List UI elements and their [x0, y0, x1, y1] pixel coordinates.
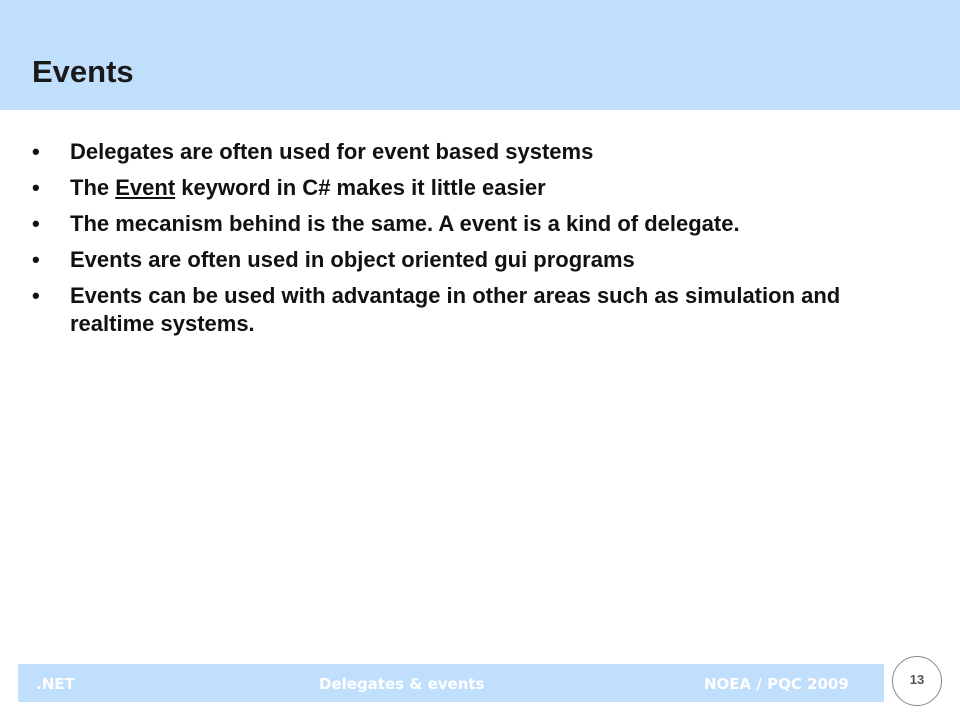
bullet-list — [32, 138, 912, 346]
bullet-item-mechanism — [32, 210, 912, 238]
bullet-text: Events can be used with advantage in other areas such as simulation and realtime systems. — [70, 283, 841, 336]
title-band — [0, 0, 960, 110]
bullet-text-before: The — [70, 175, 116, 200]
bullet-text: Events are often used in object oriented gui programs — [70, 247, 635, 272]
bullet-text-after: keyword in C# makes it little easier — [175, 175, 546, 200]
page-number-badge — [892, 656, 942, 706]
footer-author: NOEA / PQC 2009 — [704, 675, 849, 693]
bullet-marker: • — [32, 211, 40, 236]
footer-topic: Delegates & events — [319, 675, 485, 693]
bullet-marker: • — [32, 139, 40, 164]
bullet-text: The mecanism behind is the same. A event is a kind of delegate. — [70, 211, 740, 236]
bullet-marker: • — [32, 247, 40, 272]
bullet-item-event-keyword — [32, 174, 912, 202]
bullet-marker: • — [32, 175, 40, 200]
footer-course: .NET — [36, 675, 75, 693]
event-keyword-link[interactable]: Event — [115, 175, 176, 200]
slide-title: Events — [32, 54, 134, 89]
bullet-text: Delegates are often used for event based systems — [70, 139, 594, 164]
bullet-item-simulation — [32, 282, 912, 338]
bullet-marker: • — [32, 283, 40, 308]
bullet-item-delegates — [32, 138, 912, 166]
page-number: 13 — [909, 672, 925, 687]
bullet-item-gui — [32, 246, 912, 274]
